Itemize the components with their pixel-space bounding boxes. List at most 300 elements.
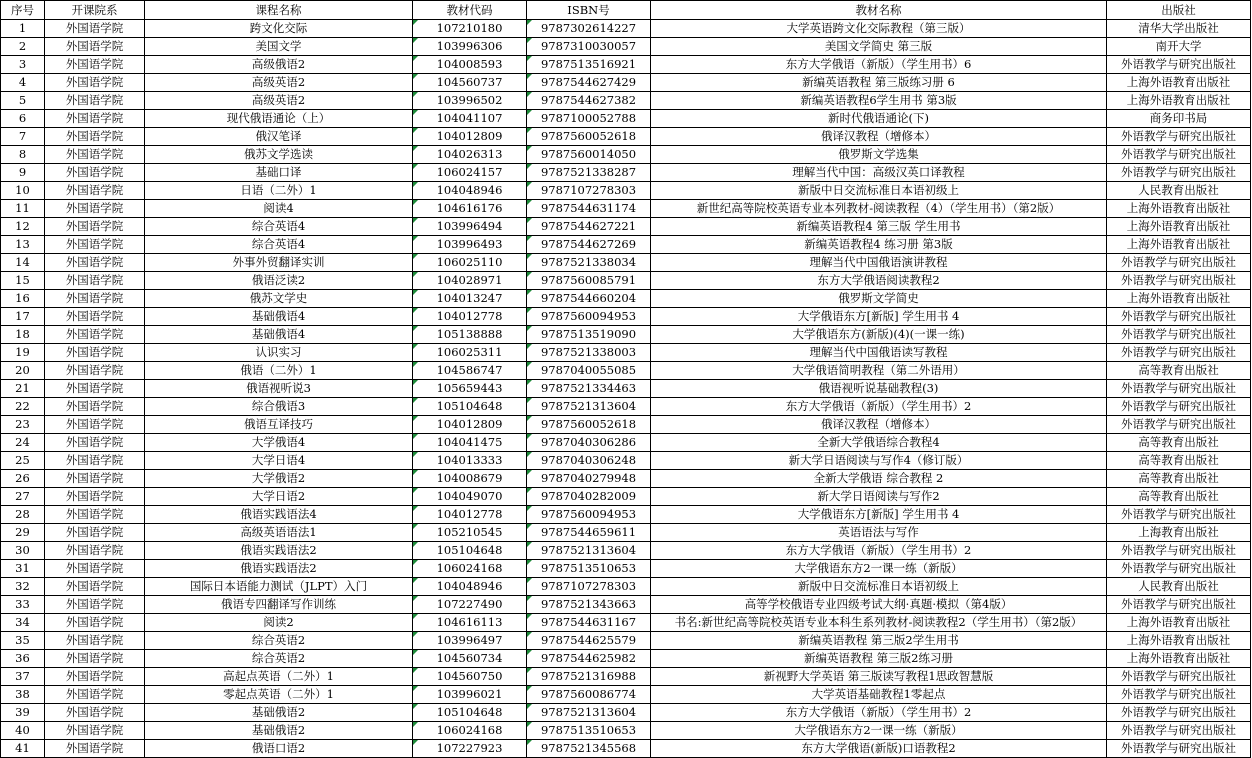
cell-publisher[interactable]: 外语教学与研究出版社: [1107, 380, 1251, 398]
cell-isbn[interactable]: 9787560094953: [527, 506, 651, 524]
cell-textbook-code[interactable]: 105210545: [413, 524, 527, 542]
cell-textbook-name[interactable]: 大学俄语东方[新版] 学生用书 4: [651, 506, 1107, 524]
cell-textbook-name[interactable]: 新大学日语阅读与写作2: [651, 488, 1107, 506]
cell-textbook-name[interactable]: 新版中日交流标准日本语初级上: [651, 578, 1107, 596]
cell-textbook-code[interactable]: 106025311: [413, 344, 527, 362]
cell-isbn[interactable]: 9787544659611: [527, 524, 651, 542]
cell-publisher[interactable]: 商务印书局: [1107, 110, 1251, 128]
cell-textbook-name[interactable]: 大学俄语简明教程（第二外语用）: [651, 362, 1107, 380]
cell-textbook-code[interactable]: 107227490: [413, 596, 527, 614]
cell-index[interactable]: 32: [1, 578, 45, 596]
cell-isbn[interactable]: 9787040282009: [527, 488, 651, 506]
cell-department[interactable]: 外国语学院: [45, 650, 145, 668]
cell-course-name[interactable]: 大学日语2: [145, 488, 413, 506]
cell-isbn[interactable]: 9787521338287: [527, 164, 651, 182]
header-cell-textbook-name[interactable]: 教材名称: [651, 1, 1107, 20]
cell-course-name[interactable]: 基础口译: [145, 164, 413, 182]
header-cell-textbook-code[interactable]: 教材代码: [413, 1, 527, 20]
cell-isbn[interactable]: 9787560085791: [527, 272, 651, 290]
cell-publisher[interactable]: 外语教学与研究出版社: [1107, 344, 1251, 362]
cell-textbook-code[interactable]: 104049070: [413, 488, 527, 506]
cell-textbook-code[interactable]: 104560750: [413, 668, 527, 686]
cell-index[interactable]: 33: [1, 596, 45, 614]
cell-course-name[interactable]: 阅读4: [145, 200, 413, 218]
cell-course-name[interactable]: 大学俄语4: [145, 434, 413, 452]
cell-index[interactable]: 22: [1, 398, 45, 416]
cell-department[interactable]: 外国语学院: [45, 146, 145, 164]
cell-publisher[interactable]: 高等教育出版社: [1107, 452, 1251, 470]
cell-publisher[interactable]: 外语教学与研究出版社: [1107, 308, 1251, 326]
cell-department[interactable]: 外国语学院: [45, 542, 145, 560]
cell-textbook-name[interactable]: 新编英语教程4 第三版 学生用书: [651, 218, 1107, 236]
cell-isbn[interactable]: 9787513519090: [527, 326, 651, 344]
cell-textbook-code[interactable]: 104012809: [413, 416, 527, 434]
cell-textbook-name[interactable]: 全新大学俄语综合教程4: [651, 434, 1107, 452]
cell-index[interactable]: 5: [1, 92, 45, 110]
cell-publisher[interactable]: 上海外语教育出版社: [1107, 650, 1251, 668]
cell-course-name[interactable]: 俄语（二外）1: [145, 362, 413, 380]
cell-index[interactable]: 28: [1, 506, 45, 524]
cell-course-name[interactable]: 美国文学: [145, 38, 413, 56]
cell-publisher[interactable]: 上海外语教育出版社: [1107, 236, 1251, 254]
cell-textbook-code[interactable]: 106024157: [413, 164, 527, 182]
cell-department[interactable]: 外国语学院: [45, 488, 145, 506]
cell-course-name[interactable]: 高级俄语2: [145, 56, 413, 74]
cell-publisher[interactable]: 外语教学与研究出版社: [1107, 686, 1251, 704]
cell-isbn[interactable]: 9787100052788: [527, 110, 651, 128]
cell-index[interactable]: 36: [1, 650, 45, 668]
cell-index[interactable]: 41: [1, 740, 45, 758]
cell-isbn[interactable]: 9787544631167: [527, 614, 651, 632]
cell-textbook-code[interactable]: 106025110: [413, 254, 527, 272]
cell-textbook-name[interactable]: 书名:新世纪高等院校英语专业本科生系列教材-阅读教程2（学生用书）（第2版）: [651, 614, 1107, 632]
cell-course-name[interactable]: 高起点英语（二外）1: [145, 668, 413, 686]
header-cell-course-name[interactable]: 课程名称: [145, 1, 413, 20]
cell-index[interactable]: 21: [1, 380, 45, 398]
cell-department[interactable]: 外国语学院: [45, 740, 145, 758]
cell-publisher[interactable]: 高等教育出版社: [1107, 362, 1251, 380]
cell-textbook-code[interactable]: 104008593: [413, 56, 527, 74]
header-cell-isbn[interactable]: ISBN号: [527, 1, 651, 20]
cell-index[interactable]: 25: [1, 452, 45, 470]
cell-department[interactable]: 外国语学院: [45, 524, 145, 542]
cell-textbook-code[interactable]: 104586747: [413, 362, 527, 380]
cell-department[interactable]: 外国语学院: [45, 434, 145, 452]
cell-publisher[interactable]: 上海外语教育出版社: [1107, 632, 1251, 650]
cell-textbook-code[interactable]: 104616113: [413, 614, 527, 632]
cell-index[interactable]: 8: [1, 146, 45, 164]
cell-isbn[interactable]: 9787040279948: [527, 470, 651, 488]
table-row: [1, 110, 1251, 128]
cell-department[interactable]: 外国语学院: [45, 200, 145, 218]
cell-textbook-code[interactable]: 105104648: [413, 398, 527, 416]
cell-index[interactable]: 9: [1, 164, 45, 182]
cell-isbn[interactable]: 9787544627429: [527, 74, 651, 92]
cell-textbook-code[interactable]: 107227923: [413, 740, 527, 758]
cell-textbook-name[interactable]: 俄罗斯文学简史: [651, 290, 1107, 308]
cell-textbook-code[interactable]: 104013247: [413, 290, 527, 308]
cell-index[interactable]: 1: [1, 20, 45, 38]
table-row: [1, 128, 1251, 146]
cell-isbn[interactable]: 9787107278303: [527, 578, 651, 596]
cell-index[interactable]: 24: [1, 434, 45, 452]
cell-textbook-code[interactable]: 104013333: [413, 452, 527, 470]
cell-publisher[interactable]: 外语教学与研究出版社: [1107, 272, 1251, 290]
cell-textbook-code[interactable]: 105104648: [413, 542, 527, 560]
cell-department[interactable]: 外国语学院: [45, 236, 145, 254]
cell-textbook-code[interactable]: 107210180: [413, 20, 527, 38]
cell-isbn[interactable]: 9787544627221: [527, 218, 651, 236]
cell-publisher[interactable]: 外语教学与研究出版社: [1107, 506, 1251, 524]
cell-department[interactable]: 外国语学院: [45, 56, 145, 74]
cell-textbook-code[interactable]: 103996306: [413, 38, 527, 56]
cell-textbook-code[interactable]: 104048946: [413, 182, 527, 200]
cell-department[interactable]: 外国语学院: [45, 470, 145, 488]
cell-isbn[interactable]: 9787521334463: [527, 380, 651, 398]
cell-publisher[interactable]: 外语教学与研究出版社: [1107, 560, 1251, 578]
cell-department[interactable]: 外国语学院: [45, 560, 145, 578]
cell-textbook-code[interactable]: 104041107: [413, 110, 527, 128]
cell-department[interactable]: 外国语学院: [45, 506, 145, 524]
cell-textbook-name[interactable]: 理解当代中国：高级汉英口译教程: [651, 164, 1107, 182]
cell-isbn[interactable]: 9787310030057: [527, 38, 651, 56]
cell-department[interactable]: 外国语学院: [45, 164, 145, 182]
cell-publisher[interactable]: 人民教育出版社: [1107, 182, 1251, 200]
cell-textbook-code[interactable]: 104041475: [413, 434, 527, 452]
header-cell-publisher[interactable]: 出版社: [1107, 1, 1251, 20]
cell-isbn[interactable]: 9787302614227: [527, 20, 651, 38]
cell-index[interactable]: 14: [1, 254, 45, 272]
cell-index[interactable]: 30: [1, 542, 45, 560]
cell-textbook-code[interactable]: 104616176: [413, 200, 527, 218]
cell-department[interactable]: 外国语学院: [45, 128, 145, 146]
cell-index[interactable]: 17: [1, 308, 45, 326]
cell-textbook-code[interactable]: 104012778: [413, 506, 527, 524]
cell-index[interactable]: 3: [1, 56, 45, 74]
cell-isbn[interactable]: 9787544660204: [527, 290, 651, 308]
cell-course-name[interactable]: 综合英语4: [145, 218, 413, 236]
cell-course-name[interactable]: 俄苏文学史: [145, 290, 413, 308]
cell-index[interactable]: 27: [1, 488, 45, 506]
cell-course-name[interactable]: 基础俄语2: [145, 722, 413, 740]
cell-department[interactable]: 外国语学院: [45, 452, 145, 470]
cell-isbn[interactable]: 9787513516921: [527, 56, 651, 74]
cell-textbook-name[interactable]: 俄罗斯文学选集: [651, 146, 1107, 164]
cell-department[interactable]: 外国语学院: [45, 218, 145, 236]
cell-index[interactable]: 23: [1, 416, 45, 434]
cell-textbook-name[interactable]: 俄语视听说基础教程(3): [651, 380, 1107, 398]
cell-textbook-name[interactable]: 全新大学俄语 综合教程 2: [651, 470, 1107, 488]
cell-isbn[interactable]: 9787521316988: [527, 668, 651, 686]
cell-textbook-name[interactable]: 东方大学俄语（新版）（学生用书）2: [651, 704, 1107, 722]
cell-department[interactable]: 外国语学院: [45, 596, 145, 614]
cell-course-name[interactable]: 俄苏文学选读: [145, 146, 413, 164]
cell-department[interactable]: 外国语学院: [45, 632, 145, 650]
cell-isbn[interactable]: 9787040055085: [527, 362, 651, 380]
cell-course-name[interactable]: 俄语实践语法2: [145, 542, 413, 560]
cell-department[interactable]: 外国语学院: [45, 182, 145, 200]
cell-department[interactable]: 外国语学院: [45, 668, 145, 686]
cell-textbook-code[interactable]: 103996502: [413, 92, 527, 110]
cell-isbn[interactable]: 9787521313604: [527, 704, 651, 722]
cell-publisher[interactable]: 上海外语教育出版社: [1107, 200, 1251, 218]
cell-index[interactable]: 4: [1, 74, 45, 92]
cell-isbn[interactable]: 9787560094953: [527, 308, 651, 326]
header-cell-department[interactable]: 开课院系: [45, 1, 145, 20]
cell-index[interactable]: 20: [1, 362, 45, 380]
cell-textbook-name[interactable]: 美国文学简史 第三版: [651, 38, 1107, 56]
table-row: [1, 614, 1251, 632]
cell-department[interactable]: 外国语学院: [45, 578, 145, 596]
cell-index[interactable]: 6: [1, 110, 45, 128]
cell-publisher[interactable]: 外语教学与研究出版社: [1107, 254, 1251, 272]
cell-textbook-name[interactable]: 俄译汉教程（增修本）: [651, 128, 1107, 146]
cell-course-name[interactable]: 现代俄语通论（上）: [145, 110, 413, 128]
cell-course-name[interactable]: 俄语视听说3: [145, 380, 413, 398]
cell-textbook-code[interactable]: 105138888: [413, 326, 527, 344]
cell-index[interactable]: 12: [1, 218, 45, 236]
cell-index[interactable]: 26: [1, 470, 45, 488]
cell-course-name[interactable]: 俄语泛读2: [145, 272, 413, 290]
cell-publisher[interactable]: 南开大学: [1107, 38, 1251, 56]
cell-department[interactable]: 外国语学院: [45, 704, 145, 722]
cell-index[interactable]: 10: [1, 182, 45, 200]
cell-index[interactable]: 34: [1, 614, 45, 632]
cell-textbook-name[interactable]: 新大学日语阅读与写作4（修订版）: [651, 452, 1107, 470]
cell-textbook-code[interactable]: 106024168: [413, 722, 527, 740]
cell-textbook-name[interactable]: 新版中日交流标准日本语初级上: [651, 182, 1107, 200]
cell-index[interactable]: 2: [1, 38, 45, 56]
cell-textbook-name[interactable]: 新编英语教程6学生用书 第3版: [651, 92, 1107, 110]
cell-textbook-code[interactable]: 104028971: [413, 272, 527, 290]
cell-index[interactable]: 13: [1, 236, 45, 254]
cell-isbn[interactable]: 9787040306248: [527, 452, 651, 470]
table-row: [1, 578, 1251, 596]
cell-isbn[interactable]: 9787521343663: [527, 596, 651, 614]
cell-department[interactable]: 外国语学院: [45, 290, 145, 308]
cell-textbook-name[interactable]: 新视野大学英语 第三版读写教程1思政智慧版: [651, 668, 1107, 686]
cell-publisher[interactable]: 上海外语教育出版社: [1107, 74, 1251, 92]
cell-textbook-code[interactable]: 104026313: [413, 146, 527, 164]
cell-textbook-code[interactable]: 105659443: [413, 380, 527, 398]
cell-textbook-code[interactable]: 104012809: [413, 128, 527, 146]
cell-course-name[interactable]: 俄语实践语法4: [145, 506, 413, 524]
cell-isbn[interactable]: 9787560052618: [527, 128, 651, 146]
cell-course-name[interactable]: 高级英语2: [145, 92, 413, 110]
cell-department[interactable]: 外国语学院: [45, 344, 145, 362]
cell-isbn[interactable]: 9787040306286: [527, 434, 651, 452]
cell-textbook-code[interactable]: 103996497: [413, 632, 527, 650]
cell-publisher[interactable]: 外语教学与研究出版社: [1107, 596, 1251, 614]
cell-course-name[interactable]: 俄汉笔译: [145, 128, 413, 146]
cell-textbook-code[interactable]: 106024168: [413, 560, 527, 578]
cell-textbook-code[interactable]: 104560737: [413, 74, 527, 92]
cell-course-name[interactable]: 跨文化交际: [145, 20, 413, 38]
cell-textbook-name[interactable]: 新编英语教程 第三版2练习册: [651, 650, 1107, 668]
cell-publisher[interactable]: 外语教学与研究出版社: [1107, 416, 1251, 434]
cell-textbook-name[interactable]: 东方大学俄语（新版）（学生用书）2: [651, 398, 1107, 416]
cell-publisher[interactable]: 外语教学与研究出版社: [1107, 326, 1251, 344]
cell-department[interactable]: 外国语学院: [45, 614, 145, 632]
cell-textbook-code[interactable]: 104012778: [413, 308, 527, 326]
cell-department[interactable]: 外国语学院: [45, 362, 145, 380]
cell-index[interactable]: 37: [1, 668, 45, 686]
cell-textbook-name[interactable]: 东方大学俄语（新版）（学生用书）2: [651, 542, 1107, 560]
cell-textbook-code[interactable]: 104560734: [413, 650, 527, 668]
cell-index[interactable]: 19: [1, 344, 45, 362]
cell-index[interactable]: 16: [1, 290, 45, 308]
cell-textbook-code[interactable]: 105104648: [413, 704, 527, 722]
cell-publisher[interactable]: 高等教育出版社: [1107, 488, 1251, 506]
cell-textbook-name[interactable]: 大学俄语东方[新版] 学生用书 4: [651, 308, 1107, 326]
cell-isbn[interactable]: 9787560086774: [527, 686, 651, 704]
cell-course-name[interactable]: 零起点英语（二外）1: [145, 686, 413, 704]
cell-department[interactable]: 外国语学院: [45, 398, 145, 416]
cell-textbook-code[interactable]: 104048946: [413, 578, 527, 596]
cell-isbn[interactable]: 9787544631174: [527, 200, 651, 218]
cell-department[interactable]: 外国语学院: [45, 686, 145, 704]
cell-department[interactable]: 外国语学院: [45, 254, 145, 272]
cell-textbook-name[interactable]: 大学英语基础教程1零起点: [651, 686, 1107, 704]
cell-course-name[interactable]: 阅读2: [145, 614, 413, 632]
cell-textbook-name[interactable]: 理解当代中国俄语演讲教程: [651, 254, 1107, 272]
cell-publisher[interactable]: 上海教育出版社: [1107, 524, 1251, 542]
cell-isbn[interactable]: 9787544627269: [527, 236, 651, 254]
cell-department[interactable]: 外国语学院: [45, 92, 145, 110]
cell-index[interactable]: 38: [1, 686, 45, 704]
cell-department[interactable]: 外国语学院: [45, 20, 145, 38]
cell-index[interactable]: 15: [1, 272, 45, 290]
header-cell-index[interactable]: 序号: [1, 1, 45, 20]
cell-department[interactable]: 外国语学院: [45, 110, 145, 128]
cell-publisher[interactable]: 上海外语教育出版社: [1107, 614, 1251, 632]
cell-department[interactable]: 外国语学院: [45, 326, 145, 344]
cell-publisher[interactable]: 外语教学与研究出版社: [1107, 668, 1251, 686]
cell-publisher[interactable]: 外语教学与研究出版社: [1107, 56, 1251, 74]
cell-textbook-name[interactable]: 东方大学俄语阅读教程2: [651, 272, 1107, 290]
cell-department[interactable]: 外国语学院: [45, 416, 145, 434]
cell-index[interactable]: 18: [1, 326, 45, 344]
cell-index[interactable]: 29: [1, 524, 45, 542]
cell-publisher[interactable]: 外语教学与研究出版社: [1107, 740, 1251, 758]
cell-textbook-name[interactable]: 新编英语教程4 练习册 第3版: [651, 236, 1107, 254]
cell-textbook-name[interactable]: 大学俄语东方2一课一练（新版）: [651, 722, 1107, 740]
cell-course-name[interactable]: 国际日本语能力测试（JLPT）入门: [145, 578, 413, 596]
cell-course-name[interactable]: 高级英语2: [145, 74, 413, 92]
cell-textbook-name[interactable]: 高等学校俄语专业四级考试大纲·真题·模拟（第4版）: [651, 596, 1107, 614]
cell-publisher[interactable]: 高等教育出版社: [1107, 434, 1251, 452]
cell-isbn[interactable]: 9787513510653: [527, 722, 651, 740]
cell-publisher[interactable]: 上海外语教育出版社: [1107, 218, 1251, 236]
cell-department[interactable]: 外国语学院: [45, 38, 145, 56]
cell-isbn[interactable]: 9787521313604: [527, 398, 651, 416]
cell-department[interactable]: 外国语学院: [45, 308, 145, 326]
cell-index[interactable]: 11: [1, 200, 45, 218]
cell-index[interactable]: 40: [1, 722, 45, 740]
cell-publisher[interactable]: 外语教学与研究出版社: [1107, 146, 1251, 164]
cell-textbook-name[interactable]: 理解当代中国俄语读写教程: [651, 344, 1107, 362]
cell-department[interactable]: 外国语学院: [45, 74, 145, 92]
cell-course-name[interactable]: 高级英语语法1: [145, 524, 413, 542]
cell-textbook-code[interactable]: 103996493: [413, 236, 527, 254]
cell-isbn[interactable]: 9787560052618: [527, 416, 651, 434]
cell-publisher[interactable]: 清华大学出版社: [1107, 20, 1251, 38]
cell-department[interactable]: 外国语学院: [45, 380, 145, 398]
cell-textbook-name[interactable]: 大学英语跨文化交际教程（第三版）: [651, 20, 1107, 38]
cell-isbn[interactable]: 9787544625579: [527, 632, 651, 650]
cell-isbn[interactable]: 9787544627382: [527, 92, 651, 110]
cell-textbook-name[interactable]: 俄译汉教程（增修本）: [651, 416, 1107, 434]
cell-textbook-name[interactable]: 新编英语教程 第三版2学生用书: [651, 632, 1107, 650]
cell-course-name[interactable]: 俄语互译技巧: [145, 416, 413, 434]
cell-publisher[interactable]: 外语教学与研究出版社: [1107, 704, 1251, 722]
cell-isbn[interactable]: 9787560014050: [527, 146, 651, 164]
cell-publisher[interactable]: 外语教学与研究出版社: [1107, 722, 1251, 740]
cell-textbook-name[interactable]: 新时代俄语通论(下): [651, 110, 1107, 128]
cell-course-name[interactable]: 俄语实践语法2: [145, 560, 413, 578]
cell-publisher[interactable]: 外语教学与研究出版社: [1107, 542, 1251, 560]
cell-publisher[interactable]: 外语教学与研究出版社: [1107, 164, 1251, 182]
cell-textbook-code[interactable]: 103996021: [413, 686, 527, 704]
cell-course-name[interactable]: 基础俄语4: [145, 326, 413, 344]
cell-isbn[interactable]: 9787107278303: [527, 182, 651, 200]
cell-publisher[interactable]: 外语教学与研究出版社: [1107, 128, 1251, 146]
cell-course-name[interactable]: 基础俄语4: [145, 308, 413, 326]
cell-index[interactable]: 7: [1, 128, 45, 146]
cell-publisher[interactable]: 上海外语教育出版社: [1107, 92, 1251, 110]
cell-textbook-name[interactable]: 东方大学俄语(新版)口语教程2: [651, 740, 1107, 758]
cell-textbook-code[interactable]: 104008679: [413, 470, 527, 488]
cell-course-name[interactable]: 俄语口语2: [145, 740, 413, 758]
cell-publisher[interactable]: 外语教学与研究出版社: [1107, 398, 1251, 416]
cell-course-name[interactable]: 综合俄语3: [145, 398, 413, 416]
cell-publisher[interactable]: 人民教育出版社: [1107, 578, 1251, 596]
cell-course-name[interactable]: 大学俄语2: [145, 470, 413, 488]
cell-course-name[interactable]: 外事外贸翻译实训: [145, 254, 413, 272]
cell-textbook-code[interactable]: 103996494: [413, 218, 527, 236]
cell-textbook-name[interactable]: 大学俄语东方2一课一练（新版）: [651, 560, 1107, 578]
table-row: [1, 452, 1251, 470]
cell-isbn[interactable]: 9787513510653: [527, 560, 651, 578]
cell-textbook-name[interactable]: 东方大学俄语（新版）（学生用书）6: [651, 56, 1107, 74]
cell-department[interactable]: 外国语学院: [45, 272, 145, 290]
cell-course-name[interactable]: 综合英语2: [145, 632, 413, 650]
cell-index[interactable]: 35: [1, 632, 45, 650]
cell-isbn[interactable]: 9787521313604: [527, 542, 651, 560]
table-body: [1, 20, 1251, 758]
cell-course-name[interactable]: 认识实习: [145, 344, 413, 362]
cell-publisher[interactable]: 上海外语教育出版社: [1107, 290, 1251, 308]
cell-textbook-name[interactable]: 大学俄语东方(新版)(4)(一课一练): [651, 326, 1107, 344]
cell-course-name[interactable]: 基础俄语2: [145, 704, 413, 722]
cell-department[interactable]: 外国语学院: [45, 722, 145, 740]
cell-course-name[interactable]: 俄语专四翻译写作训练: [145, 596, 413, 614]
cell-isbn[interactable]: 9787521338003: [527, 344, 651, 362]
cell-publisher[interactable]: 高等教育出版社: [1107, 470, 1251, 488]
cell-textbook-name[interactable]: 新编英语教程 第三版练习册 6: [651, 74, 1107, 92]
cell-course-name[interactable]: 大学日语4: [145, 452, 413, 470]
cell-textbook-name[interactable]: 新世纪高等院校英语专业本列教材-阅读教程（4）（学生用书）（第2版）: [651, 200, 1107, 218]
cell-textbook-name[interactable]: 英语语法与写作: [651, 524, 1107, 542]
cell-course-name[interactable]: 综合英语4: [145, 236, 413, 254]
cell-isbn[interactable]: 9787521345568: [527, 740, 651, 758]
cell-index[interactable]: 31: [1, 560, 45, 578]
cell-isbn[interactable]: 9787521338034: [527, 254, 651, 272]
cell-course-name[interactable]: 综合英语2: [145, 650, 413, 668]
cell-index[interactable]: 39: [1, 704, 45, 722]
cell-course-name[interactable]: 日语（二外）1: [145, 182, 413, 200]
cell-isbn[interactable]: 9787544625982: [527, 650, 651, 668]
